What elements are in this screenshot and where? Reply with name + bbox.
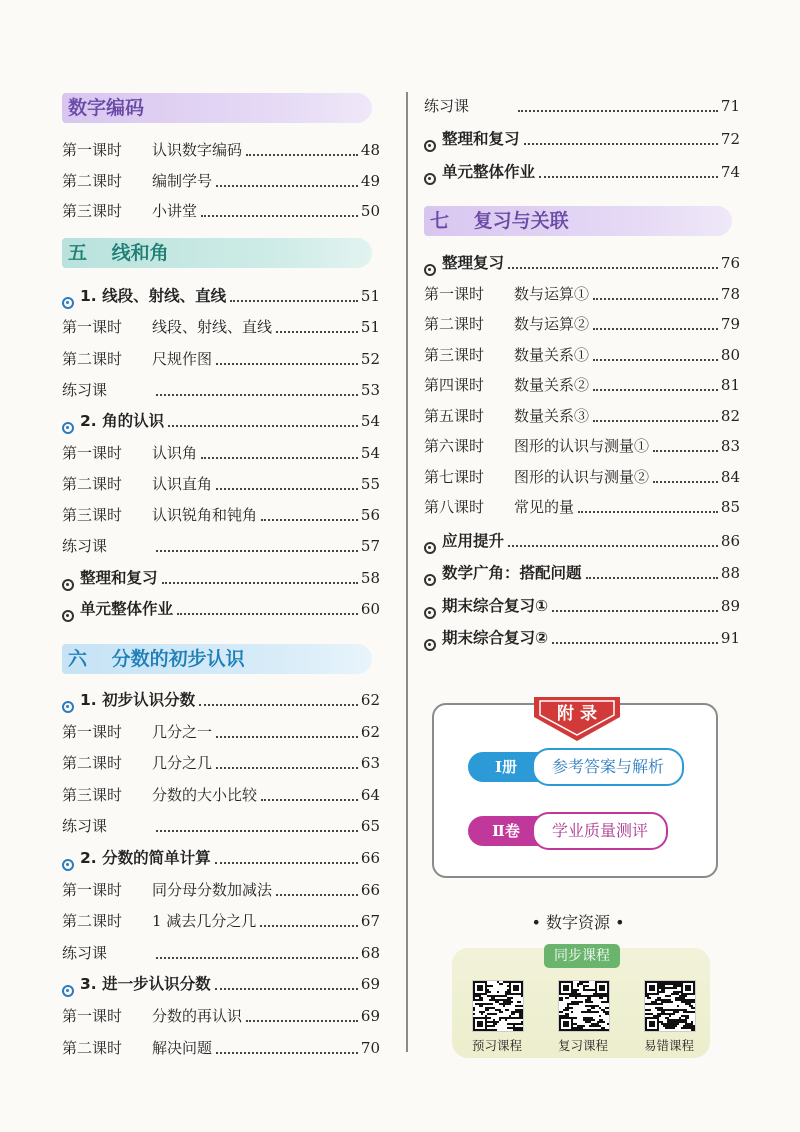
leader-dots [653,481,718,483]
toc-entry[interactable] [62,472,380,496]
volume-label: Ⅱ卷 [468,816,544,846]
lesson-title: 认识锐角和钝角 [152,506,258,525]
page-number: 79 [720,315,740,333]
page-number: 50 [360,202,380,220]
toc-entry[interactable] [424,312,740,336]
section-title: 期末综合复习② [442,629,549,647]
page-number: 80 [720,345,740,364]
leader-dots [246,154,358,156]
banner-title: 线和角 [111,242,169,264]
section-title: 整理和复习 [442,130,520,148]
lesson-title: 1 减去几分之几 [152,912,257,931]
leader-dots [156,957,358,959]
section-bullet-icon [62,985,74,997]
lesson-tag: 练习课 [62,380,108,399]
leader-dots [216,185,358,187]
column-divider [406,92,408,1052]
banner-title: 分数的初步认识 [111,648,245,670]
leader-dots [156,394,358,396]
qr-code-icon[interactable] [472,980,524,1032]
toc-section[interactable] [424,561,740,585]
page-number: 71 [720,97,740,115]
leader-dots [593,420,718,422]
section-title: 期末综合复习① [442,596,549,615]
leader-dots [156,550,358,552]
toc-entry[interactable] [62,1036,380,1060]
lesson-title: 同分母分数加减法 [152,880,273,899]
page-number: 89 [720,596,740,615]
page-number: 69 [360,975,380,994]
banner-title: 复习与关联 [473,210,569,232]
lesson-title: 图形的认识与测量① [514,437,650,455]
banner-number: 五 [68,242,88,264]
leader-dots [524,143,718,145]
leader-dots [215,988,358,990]
leader-dots [216,488,358,490]
section-title: 单元整体作业 [80,600,174,618]
page-number: 60 [360,600,380,618]
toc-entry[interactable] [62,534,380,558]
lesson-tag: 练习课 [62,537,108,556]
leader-dots [586,577,718,579]
lesson-title: 几分之几 [152,754,213,773]
item-title: 参考答案与解析 [532,748,684,786]
leader-dots [578,511,718,513]
appendix-box [432,703,718,878]
lesson-title: 数量关系② [514,376,590,394]
section-bullet-icon [424,264,436,276]
toc-section[interactable] [62,688,380,712]
leader-dots [539,176,718,178]
page-number: 82 [720,406,740,425]
toc-section[interactable] [424,594,740,618]
toc-entry[interactable] [424,373,740,397]
lesson-tag: 第一课时 [62,722,123,741]
section-bullet-icon [424,542,436,554]
toc-entry[interactable] [62,347,380,371]
sync-course-tab: 同步课程 [544,944,620,968]
toc-entry[interactable] [62,909,380,933]
lesson-tag: 第三课时 [62,202,123,220]
toc-section[interactable] [424,626,740,650]
toc-entry[interactable] [424,434,740,458]
qr-label: 预习课程 [471,1038,522,1053]
lesson-tag: 第一课时 [62,443,123,462]
section-title: 2. 角的认识 [80,412,165,431]
qr-code-icon[interactable] [644,980,696,1032]
lesson-title: 认识角 [152,443,198,462]
toc-section[interactable] [424,127,740,151]
qr-label: 复习课程 [557,1038,608,1053]
lesson-tag: 第一课时 [62,880,123,899]
lesson-title: 编制学号 [152,171,213,190]
page-number: 54 [360,412,380,431]
leader-dots [216,736,358,738]
lesson-tag: 第二课时 [62,171,123,190]
page-number: 84 [720,467,740,486]
leader-dots [552,610,718,612]
page-number: 62 [360,691,380,709]
toc-entry[interactable] [62,720,380,744]
lesson-title: 图形的认识与测量② [514,467,650,486]
unit-banner-seven [424,206,732,236]
lesson-title: 认识直角 [152,474,213,493]
leader-dots [276,894,358,896]
section-bullet-icon [62,579,74,591]
section-bullet-icon [62,610,74,622]
page-number: 57 [360,537,380,556]
leader-dots [593,359,718,361]
page-number: 85 [720,498,740,516]
appendix-title: 附 录 [557,704,597,724]
lesson-title: 数量关系③ [514,406,590,425]
leader-dots [216,363,358,365]
qr-label: 易错课程 [643,1038,694,1053]
toc-entry[interactable] [62,878,380,902]
lesson-tag: 第二课时 [62,912,123,931]
toc-section[interactable] [62,284,380,308]
lesson-tag: 第一课时 [424,284,485,303]
toc-entry[interactable] [62,378,380,402]
page-number: 51 [360,318,380,337]
lesson-title: 分数的再认识 [152,1007,243,1025]
lesson-tag: 第五课时 [424,406,485,425]
lesson-tag: 第六课时 [424,437,485,455]
section-bullet-icon [424,607,436,619]
leader-dots [201,215,358,217]
banner-number: 七 [430,210,450,232]
lesson-tag: 第八课时 [424,498,485,516]
leader-dots [593,328,718,330]
leader-dots [168,425,358,427]
leader-dots [260,925,358,927]
leader-dots [518,110,718,112]
toc-section[interactable] [62,972,380,996]
section-title: 整理和复习 [80,568,158,587]
page-number: 83 [720,437,740,455]
lesson-title: 几分之一 [152,722,213,741]
toc-entry[interactable] [62,1004,380,1028]
toc-section[interactable] [62,597,380,621]
section-title: 单元整体作业 [442,163,536,181]
page-number: 49 [360,171,380,190]
page-number: 66 [360,880,380,899]
lesson-title: 分数的大小比较 [152,785,258,804]
toc-entry[interactable] [62,941,380,965]
toc-entry[interactable] [62,751,380,775]
toc-entry[interactable] [62,814,380,838]
page-number: 67 [360,912,380,931]
toc-entry[interactable] [424,282,740,306]
page-number: 53 [360,380,380,399]
leader-dots [201,457,358,459]
section-bullet-icon [62,701,74,713]
page-number: 52 [360,349,380,368]
page-number: 48 [360,141,380,159]
lesson-tag: 第三课时 [424,345,485,364]
toc-entry[interactable] [424,495,740,519]
toc-entry[interactable] [62,199,380,223]
lesson-tag: 第一课时 [62,141,123,159]
item-title: 学业质量测评 [532,812,668,850]
lesson-tag: 第二课时 [62,349,123,368]
leader-dots [216,767,358,769]
leader-dots [216,1052,358,1054]
page-number: 51 [360,287,380,305]
leader-dots [156,830,358,832]
page-number: 91 [720,629,740,647]
lesson-title: 尺规作图 [152,349,213,368]
toc-entry[interactable] [62,441,380,465]
unit-banner-six [62,644,372,674]
appendix-item-assessment[interactable] [468,811,668,851]
lesson-title: 数与运算② [514,315,590,333]
page-number: 74 [720,163,740,181]
banner-number: 六 [68,648,88,670]
banner-title: 数字编码 [68,97,145,119]
lesson-title: 数量关系① [514,345,590,364]
lesson-title: 线段、射线、直线 [152,318,273,337]
section-bullet-icon [62,297,74,309]
lesson-title: 解决问题 [152,1038,213,1057]
toc-entry[interactable] [62,169,380,193]
lesson-tag: 第二课时 [62,754,123,773]
lesson-title: 小讲堂 [152,202,198,220]
lesson-tag: 第二课时 [424,315,485,333]
leader-dots [261,799,358,801]
lesson-tag: 练习课 [62,817,108,836]
lesson-tag: 第二课时 [62,474,123,493]
section-title: 2. 分数的简单计算 [80,849,211,867]
page-number: 65 [360,817,380,836]
lesson-tag: 第三课时 [62,785,123,804]
toc-entry[interactable] [62,138,380,162]
section-bullet-icon [424,140,436,152]
section-title: 数学广角：搭配问题 [442,564,582,582]
page-number: 76 [720,254,740,272]
appendix-item-answers[interactable] [468,747,684,787]
page-number: 88 [720,564,740,582]
page-number: 64 [360,785,380,804]
page-number: 55 [360,474,380,493]
page-number: 81 [720,376,740,394]
page-number: 62 [360,722,380,741]
section-title: 应用提升 [442,531,505,550]
lesson-tag: 第一课时 [62,318,123,337]
leader-dots [162,582,358,584]
leader-dots [246,1020,358,1022]
leader-dots [593,389,718,391]
lesson-tag: 第二课时 [62,1038,123,1057]
section-title: 整理复习 [442,254,505,272]
lesson-tag: 练习课 [424,97,470,115]
toc-entry[interactable] [62,315,380,339]
page-number: 69 [360,1007,380,1025]
toc-section[interactable] [424,160,740,184]
leader-dots [508,267,718,269]
section-bullet-icon [424,574,436,586]
leader-dots [653,450,718,452]
lesson-title: 认识数字编码 [152,141,243,159]
leader-dots [215,862,358,864]
lesson-title: 数与运算① [514,284,590,303]
page-number: 58 [360,568,380,587]
section-title: 3. 进一步认识分数 [80,975,211,994]
page-number: 54 [360,443,380,462]
toc-section[interactable] [62,846,380,870]
unit-banner-digital-coding [62,93,372,123]
toc-entry[interactable] [62,503,380,527]
page-number: 68 [360,943,380,962]
lesson-tag: 练习课 [62,943,108,962]
lesson-tag: 第三课时 [62,506,123,525]
qr-code-icon[interactable] [558,980,610,1032]
page-number: 56 [360,506,380,525]
toc-section[interactable] [62,409,380,433]
section-bullet-icon [62,422,74,434]
leader-dots [230,300,358,302]
leader-dots [199,704,358,706]
leader-dots [508,545,718,547]
page-number: 63 [360,754,380,773]
section-title: 1. 初步认识分数 [80,691,196,709]
leader-dots [177,613,358,615]
leader-dots [593,298,718,300]
toc-section[interactable] [424,251,740,275]
toc-entry[interactable] [424,404,740,428]
page-number: 86 [720,531,740,550]
unit-banner-five [62,238,372,268]
toc-entry[interactable] [424,465,740,489]
leader-dots [261,519,358,521]
page-number: 66 [360,849,380,867]
lesson-tag: 第四课时 [424,376,485,394]
page-number: 72 [720,130,740,148]
page-number: 70 [360,1038,380,1057]
section-bullet-icon [424,639,436,651]
leader-dots [552,642,718,644]
digital-resources-title: • 数字资源 • [531,913,625,932]
toc-entry[interactable] [424,94,740,118]
lesson-tag: 第一课时 [62,1007,123,1025]
page-number: 78 [720,284,740,303]
section-bullet-icon [62,859,74,871]
section-bullet-icon [424,173,436,185]
toc-section[interactable] [424,529,740,553]
section-title: 1. 线段、射线、直线 [80,287,227,305]
toc-entry[interactable] [424,343,740,367]
toc-section[interactable] [62,566,380,590]
lesson-tag: 第七课时 [424,467,485,486]
leader-dots [276,331,358,333]
toc-entry[interactable] [62,783,380,807]
lesson-title: 常见的量 [514,498,575,516]
volume-label: Ⅰ册 [468,752,544,782]
